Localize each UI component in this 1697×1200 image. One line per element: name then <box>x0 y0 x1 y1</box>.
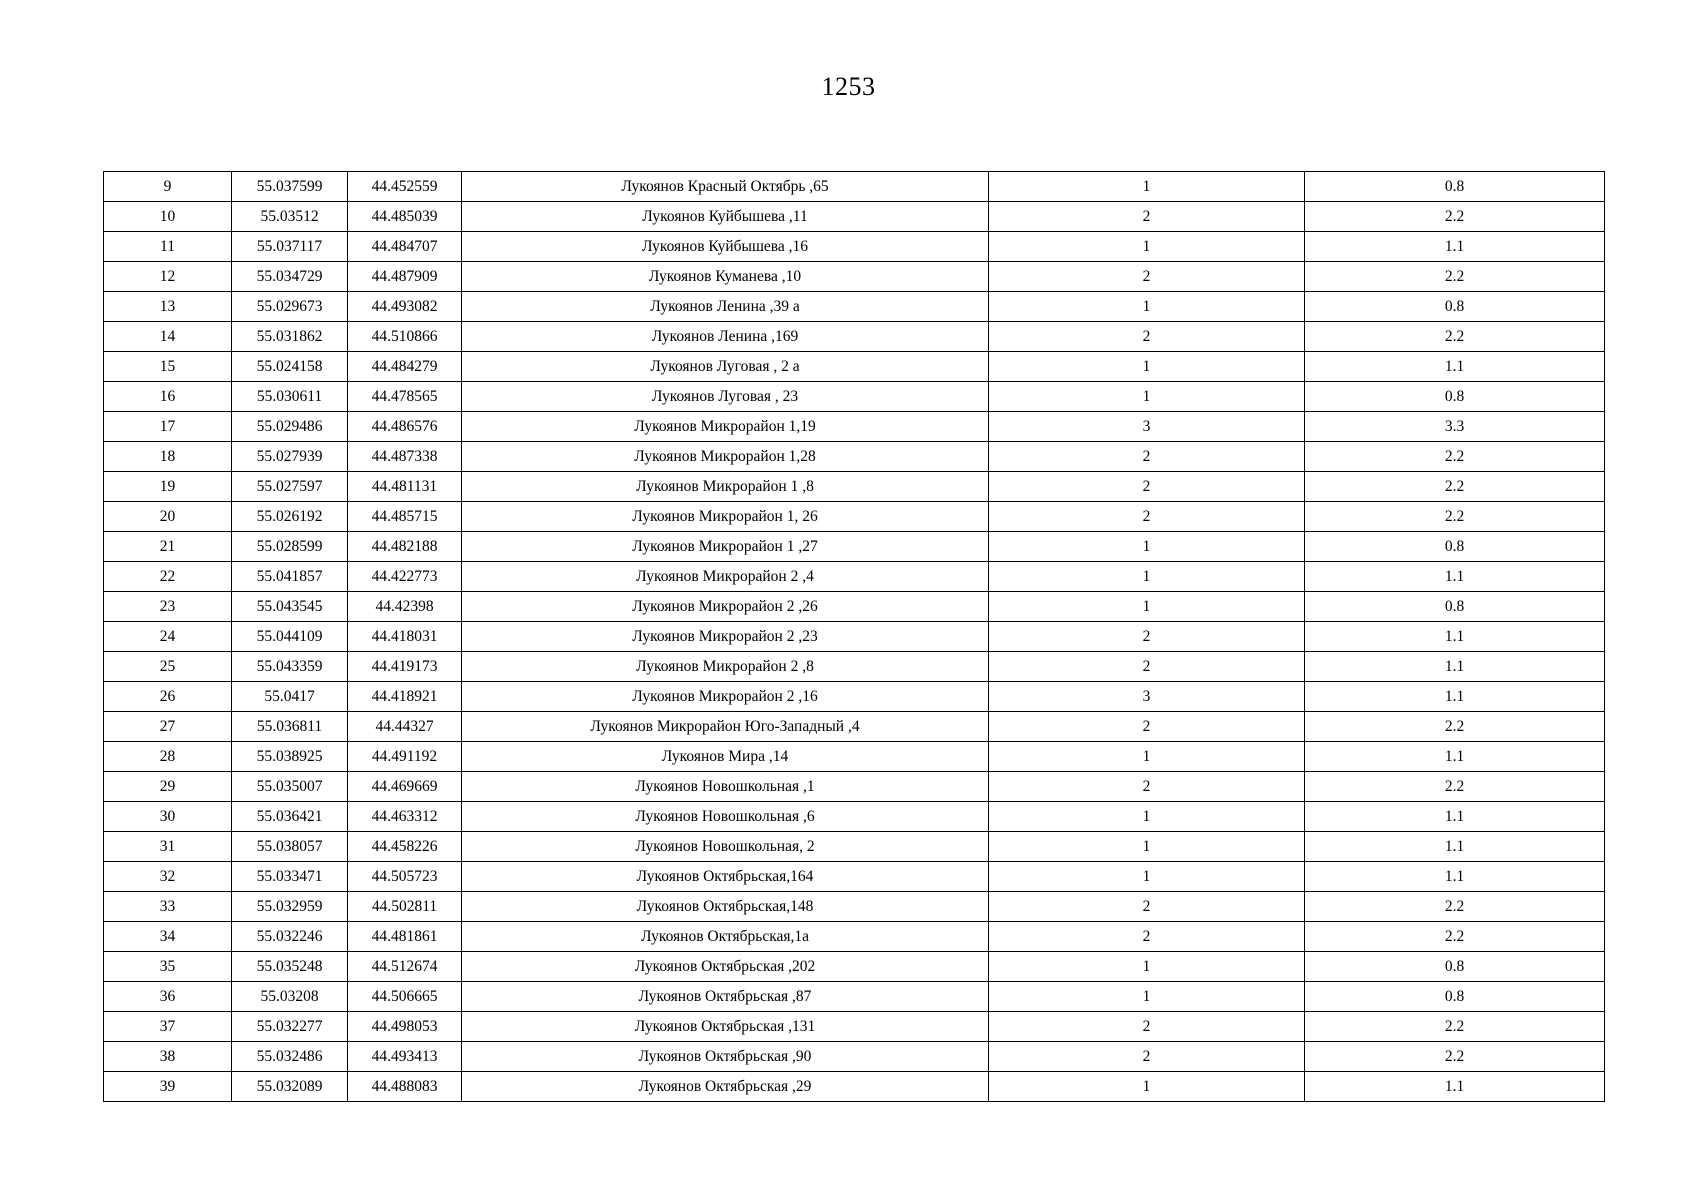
latitude-cell: 55.034729 <box>232 262 348 292</box>
address-cell: Лукоянов Микрорайон 2 ,16 <box>462 682 989 712</box>
table-row <box>104 232 1605 262</box>
longitude-cell: 44.42398 <box>348 592 462 622</box>
volume-cell: 0.8 <box>1305 532 1605 562</box>
row-number-cell: 38 <box>104 1042 232 1072</box>
container-count-cell: 2 <box>989 472 1305 502</box>
volume-cell: 0.8 <box>1305 592 1605 622</box>
container-count-cell: 1 <box>989 952 1305 982</box>
longitude-cell: 44.505723 <box>348 862 462 892</box>
table-row <box>104 1012 1605 1042</box>
address-cell: Лукоянов Куйбышева ,16 <box>462 232 989 262</box>
latitude-cell: 55.032486 <box>232 1042 348 1072</box>
container-count-cell: 2 <box>989 622 1305 652</box>
address-cell: Лукоянов Микрорайон 1, 26 <box>462 502 989 532</box>
address-cell: Лукоянов Ленина ,39 а <box>462 292 989 322</box>
longitude-cell: 44.486576 <box>348 412 462 442</box>
address-cell: Лукоянов Октябрьская,164 <box>462 862 989 892</box>
container-count-cell: 1 <box>989 592 1305 622</box>
latitude-cell: 55.037117 <box>232 232 348 262</box>
table-row <box>104 682 1605 712</box>
row-number-cell: 21 <box>104 532 232 562</box>
row-number-cell: 24 <box>104 622 232 652</box>
longitude-cell: 44.506665 <box>348 982 462 1012</box>
address-cell: Лукоянов Микрорайон 1 ,27 <box>462 532 989 562</box>
container-count-cell: 1 <box>989 832 1305 862</box>
latitude-cell: 55.032277 <box>232 1012 348 1042</box>
container-count-cell: 2 <box>989 652 1305 682</box>
row-number-cell: 32 <box>104 862 232 892</box>
table-row <box>104 202 1605 232</box>
row-number-cell: 10 <box>104 202 232 232</box>
volume-cell: 0.8 <box>1305 982 1605 1012</box>
container-sites-table <box>103 171 1605 1102</box>
table-row <box>104 532 1605 562</box>
latitude-cell: 55.03208 <box>232 982 348 1012</box>
latitude-cell: 55.035007 <box>232 772 348 802</box>
latitude-cell: 55.036811 <box>232 712 348 742</box>
container-count-cell: 2 <box>989 202 1305 232</box>
address-cell: Лукоянов Октябрьская,1а <box>462 922 989 952</box>
container-count-cell: 3 <box>989 682 1305 712</box>
container-count-cell: 2 <box>989 502 1305 532</box>
table-row <box>104 772 1605 802</box>
longitude-cell: 44.481861 <box>348 922 462 952</box>
volume-cell: 2.2 <box>1305 772 1605 802</box>
volume-cell: 1.1 <box>1305 862 1605 892</box>
container-count-cell: 2 <box>989 262 1305 292</box>
volume-cell: 2.2 <box>1305 712 1605 742</box>
address-cell: Лукоянов Луговая , 2 а <box>462 352 989 382</box>
container-count-cell: 1 <box>989 382 1305 412</box>
container-count-cell: 3 <box>989 412 1305 442</box>
volume-cell: 0.8 <box>1305 382 1605 412</box>
container-count-cell: 2 <box>989 1012 1305 1042</box>
table-row <box>104 352 1605 382</box>
table-row <box>104 502 1605 532</box>
volume-cell: 1.1 <box>1305 682 1605 712</box>
address-cell: Лукоянов Куманева ,10 <box>462 262 989 292</box>
address-cell: Лукоянов Новошкольная ,6 <box>462 802 989 832</box>
table-body <box>104 172 1605 1102</box>
volume-cell: 0.8 <box>1305 172 1605 202</box>
longitude-cell: 44.487338 <box>348 442 462 472</box>
address-cell: Лукоянов Микрорайон 2 ,26 <box>462 592 989 622</box>
container-count-cell: 1 <box>989 982 1305 1012</box>
container-count-cell: 2 <box>989 1042 1305 1072</box>
table-row <box>104 712 1605 742</box>
longitude-cell: 44.502811 <box>348 892 462 922</box>
latitude-cell: 55.033471 <box>232 862 348 892</box>
table-row <box>104 1042 1605 1072</box>
table-row <box>104 172 1605 202</box>
row-number-cell: 12 <box>104 262 232 292</box>
volume-cell: 1.1 <box>1305 232 1605 262</box>
volume-cell: 2.2 <box>1305 202 1605 232</box>
volume-cell: 2.2 <box>1305 442 1605 472</box>
row-number-cell: 25 <box>104 652 232 682</box>
latitude-cell: 55.032246 <box>232 922 348 952</box>
latitude-cell: 55.043359 <box>232 652 348 682</box>
row-number-cell: 16 <box>104 382 232 412</box>
longitude-cell: 44.487909 <box>348 262 462 292</box>
table-row <box>104 742 1605 772</box>
volume-cell: 2.2 <box>1305 1042 1605 1072</box>
longitude-cell: 44.458226 <box>348 832 462 862</box>
address-cell: Лукоянов Микрорайон 1,19 <box>462 412 989 442</box>
volume-cell: 2.2 <box>1305 892 1605 922</box>
latitude-cell: 55.028599 <box>232 532 348 562</box>
longitude-cell: 44.482188 <box>348 532 462 562</box>
latitude-cell: 55.038925 <box>232 742 348 772</box>
address-cell: Лукоянов Луговая , 23 <box>462 382 989 412</box>
container-count-cell: 1 <box>989 232 1305 262</box>
row-number-cell: 23 <box>104 592 232 622</box>
container-count-cell: 1 <box>989 292 1305 322</box>
latitude-cell: 55.035248 <box>232 952 348 982</box>
latitude-cell: 55.044109 <box>232 622 348 652</box>
container-count-cell: 2 <box>989 892 1305 922</box>
address-cell: Лукоянов Октябрьская ,90 <box>462 1042 989 1072</box>
longitude-cell: 44.488083 <box>348 1072 462 1102</box>
volume-cell: 3.3 <box>1305 412 1605 442</box>
longitude-cell: 44.510866 <box>348 322 462 352</box>
latitude-cell: 55.0417 <box>232 682 348 712</box>
latitude-cell: 55.043545 <box>232 592 348 622</box>
longitude-cell: 44.469669 <box>348 772 462 802</box>
longitude-cell: 44.484279 <box>348 352 462 382</box>
row-number-cell: 17 <box>104 412 232 442</box>
address-cell: Лукоянов Октябрьская ,29 <box>462 1072 989 1102</box>
container-count-cell: 2 <box>989 322 1305 352</box>
address-cell: Лукоянов Микрорайон 1,28 <box>462 442 989 472</box>
longitude-cell: 44.478565 <box>348 382 462 412</box>
address-cell: Лукоянов Микрорайон 1 ,8 <box>462 472 989 502</box>
longitude-cell: 44.422773 <box>348 562 462 592</box>
row-number-cell: 37 <box>104 1012 232 1042</box>
row-number-cell: 27 <box>104 712 232 742</box>
latitude-cell: 55.026192 <box>232 502 348 532</box>
longitude-cell: 44.485715 <box>348 502 462 532</box>
latitude-cell: 55.032089 <box>232 1072 348 1102</box>
row-number-cell: 33 <box>104 892 232 922</box>
row-number-cell: 36 <box>104 982 232 1012</box>
address-cell: Лукоянов Октябрьская ,131 <box>462 1012 989 1042</box>
latitude-cell: 55.027597 <box>232 472 348 502</box>
longitude-cell: 44.452559 <box>348 172 462 202</box>
container-count-cell: 2 <box>989 772 1305 802</box>
volume-cell: 0.8 <box>1305 292 1605 322</box>
address-cell: Лукоянов Микрорайон 2 ,4 <box>462 562 989 592</box>
volume-cell: 2.2 <box>1305 322 1605 352</box>
longitude-cell: 44.493082 <box>348 292 462 322</box>
table-row <box>104 592 1605 622</box>
volume-cell: 2.2 <box>1305 472 1605 502</box>
row-number-cell: 13 <box>104 292 232 322</box>
volume-cell: 2.2 <box>1305 922 1605 952</box>
address-cell: Лукоянов Октябрьская,148 <box>462 892 989 922</box>
longitude-cell: 44.44327 <box>348 712 462 742</box>
table-row <box>104 622 1605 652</box>
longitude-cell: 44.485039 <box>348 202 462 232</box>
address-cell: Лукоянов Мира ,14 <box>462 742 989 772</box>
container-count-cell: 2 <box>989 712 1305 742</box>
row-number-cell: 18 <box>104 442 232 472</box>
latitude-cell: 55.041857 <box>232 562 348 592</box>
table-row <box>104 802 1605 832</box>
table-row <box>104 952 1605 982</box>
longitude-cell: 44.419173 <box>348 652 462 682</box>
row-number-cell: 14 <box>104 322 232 352</box>
latitude-cell: 55.038057 <box>232 832 348 862</box>
container-count-cell: 2 <box>989 922 1305 952</box>
table-row <box>104 892 1605 922</box>
longitude-cell: 44.498053 <box>348 1012 462 1042</box>
latitude-cell: 55.030611 <box>232 382 348 412</box>
latitude-cell: 55.037599 <box>232 172 348 202</box>
longitude-cell: 44.418031 <box>348 622 462 652</box>
volume-cell: 1.1 <box>1305 1072 1605 1102</box>
table-row <box>104 832 1605 862</box>
row-number-cell: 11 <box>104 232 232 262</box>
row-number-cell: 28 <box>104 742 232 772</box>
longitude-cell: 44.491192 <box>348 742 462 772</box>
table-row <box>104 982 1605 1012</box>
container-count-cell: 1 <box>989 562 1305 592</box>
row-number-cell: 26 <box>104 682 232 712</box>
address-cell: Лукоянов Октябрьская ,87 <box>462 982 989 1012</box>
address-cell: Лукоянов Микрорайон Юго-Западный ,4 <box>462 712 989 742</box>
volume-cell: 1.1 <box>1305 742 1605 772</box>
table-row <box>104 412 1605 442</box>
row-number-cell: 30 <box>104 802 232 832</box>
address-cell: Лукоянов Ленина ,169 <box>462 322 989 352</box>
volume-cell: 2.2 <box>1305 1012 1605 1042</box>
table-row <box>104 652 1605 682</box>
latitude-cell: 55.03512 <box>232 202 348 232</box>
row-number-cell: 20 <box>104 502 232 532</box>
volume-cell: 2.2 <box>1305 262 1605 292</box>
page-number: 1253 <box>821 72 876 101</box>
table-row <box>104 322 1605 352</box>
volume-cell: 1.1 <box>1305 802 1605 832</box>
address-cell: Лукоянов Куйбышева ,11 <box>462 202 989 232</box>
volume-cell: 1.1 <box>1305 652 1605 682</box>
latitude-cell: 55.029673 <box>232 292 348 322</box>
table-row <box>104 472 1605 502</box>
latitude-cell: 55.031862 <box>232 322 348 352</box>
volume-cell: 0.8 <box>1305 952 1605 982</box>
longitude-cell: 44.481131 <box>348 472 462 502</box>
row-number-cell: 15 <box>104 352 232 382</box>
row-number-cell: 19 <box>104 472 232 502</box>
volume-cell: 1.1 <box>1305 352 1605 382</box>
volume-cell: 1.1 <box>1305 622 1605 652</box>
container-count-cell: 1 <box>989 352 1305 382</box>
container-count-cell: 1 <box>989 742 1305 772</box>
volume-cell: 1.1 <box>1305 562 1605 592</box>
address-cell: Лукоянов Октябрьская ,202 <box>462 952 989 982</box>
table-row <box>104 442 1605 472</box>
longitude-cell: 44.493413 <box>348 1042 462 1072</box>
latitude-cell: 55.024158 <box>232 352 348 382</box>
table-row <box>104 1072 1605 1102</box>
row-number-cell: 39 <box>104 1072 232 1102</box>
row-number-cell: 9 <box>104 172 232 202</box>
row-number-cell: 35 <box>104 952 232 982</box>
longitude-cell: 44.484707 <box>348 232 462 262</box>
container-count-cell: 2 <box>989 442 1305 472</box>
address-cell: Лукоянов Микрорайон 2 ,8 <box>462 652 989 682</box>
table-row <box>104 862 1605 892</box>
table-row <box>104 382 1605 412</box>
address-cell: Лукоянов Новошкольная, 2 <box>462 832 989 862</box>
container-count-cell: 1 <box>989 802 1305 832</box>
table-row <box>104 262 1605 292</box>
address-cell: Лукоянов Микрорайон 2 ,23 <box>462 622 989 652</box>
longitude-cell: 44.463312 <box>348 802 462 832</box>
row-number-cell: 29 <box>104 772 232 802</box>
container-count-cell: 1 <box>989 532 1305 562</box>
row-number-cell: 34 <box>104 922 232 952</box>
longitude-cell: 44.418921 <box>348 682 462 712</box>
volume-cell: 2.2 <box>1305 502 1605 532</box>
table-row <box>104 562 1605 592</box>
container-count-cell: 1 <box>989 172 1305 202</box>
address-cell: Лукоянов Новошкольная ,1 <box>462 772 989 802</box>
address-cell: Лукоянов Красный Октябрь ,65 <box>462 172 989 202</box>
table-row <box>104 292 1605 322</box>
latitude-cell: 55.036421 <box>232 802 348 832</box>
latitude-cell: 55.029486 <box>232 412 348 442</box>
longitude-cell: 44.512674 <box>348 952 462 982</box>
row-number-cell: 22 <box>104 562 232 592</box>
container-count-cell: 1 <box>989 862 1305 892</box>
table-row <box>104 922 1605 952</box>
latitude-cell: 55.032959 <box>232 892 348 922</box>
container-count-cell: 1 <box>989 1072 1305 1102</box>
row-number-cell: 31 <box>104 832 232 862</box>
latitude-cell: 55.027939 <box>232 442 348 472</box>
volume-cell: 1.1 <box>1305 832 1605 862</box>
